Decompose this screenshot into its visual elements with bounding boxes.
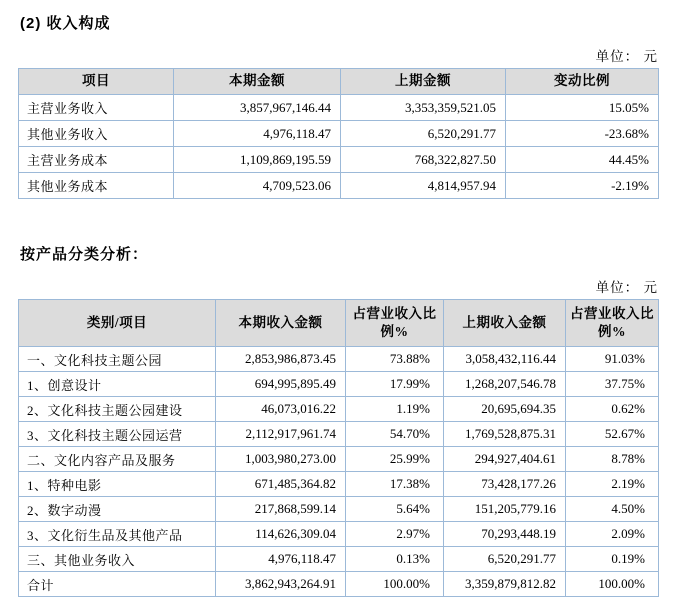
table-cell: 1、特种电影 <box>19 472 216 497</box>
table-header-row <box>19 300 659 347</box>
table-cell: 3,857,967,146.44 <box>174 95 341 121</box>
table-cell: 1,003,980,273.00 <box>216 447 346 472</box>
table-cell: 其他业务成本 <box>19 173 174 199</box>
table-row <box>19 497 659 522</box>
column-header: 上期收入金额 <box>444 300 566 347</box>
column-header: 变动比例 <box>506 69 659 95</box>
table-cell: 3,353,359,521.05 <box>341 95 506 121</box>
table-cell: 1、创意设计 <box>19 372 216 397</box>
column-header: 上期金额 <box>341 69 506 95</box>
table-cell: 2、文化科技主题公园建设 <box>19 397 216 422</box>
table-cell: 4,976,118.47 <box>174 121 341 147</box>
table-cell: 三、其他业务收入 <box>19 547 216 572</box>
table-cell: 合计 <box>19 572 216 597</box>
table-cell: 100.00% <box>346 572 444 597</box>
unit-label: 单位： 元 <box>595 280 658 295</box>
table-cell: 46,073,016.22 <box>216 397 346 422</box>
table-cell: 52.67% <box>566 422 659 447</box>
table-cell: 8.78% <box>566 447 659 472</box>
table-row <box>19 173 659 199</box>
table-cell: 其他业务收入 <box>19 121 174 147</box>
product-category-table <box>18 299 659 597</box>
table-row <box>19 372 659 397</box>
column-header: 类别/项目 <box>19 300 216 347</box>
table-cell: -2.19% <box>506 173 659 199</box>
table-row <box>19 147 659 173</box>
table-row <box>19 422 659 447</box>
table-cell: 主营业务收入 <box>19 95 174 121</box>
table-cell: 671,485,364.82 <box>216 472 346 497</box>
table-header-row <box>19 69 659 95</box>
table-cell: 0.19% <box>566 547 659 572</box>
table-cell: 1,769,528,875.31 <box>444 422 566 447</box>
table-cell: 3,359,879,812.82 <box>444 572 566 597</box>
table-cell: 4,814,957.94 <box>341 173 506 199</box>
table-cell: 20,695,694.35 <box>444 397 566 422</box>
column-header: 占营业收入比例% <box>346 300 444 347</box>
table-row <box>19 397 659 422</box>
table-row <box>19 347 659 372</box>
column-header: 占营业收入比例% <box>566 300 659 347</box>
table-cell: 70,293,448.19 <box>444 522 566 547</box>
table-cell: 3,058,432,116.44 <box>444 347 566 372</box>
table-row <box>19 572 659 597</box>
table-cell: 3,862,943,264.91 <box>216 572 346 597</box>
table-cell: 91.03% <box>566 347 659 372</box>
table-cell: 2、数字动漫 <box>19 497 216 522</box>
table-cell: 2,112,917,961.74 <box>216 422 346 447</box>
table-cell: 25.99% <box>346 447 444 472</box>
table-cell: 768,322,827.50 <box>341 147 506 173</box>
table-cell: 3、文化衍生品及其他产品 <box>19 522 216 547</box>
table-cell: 2.97% <box>346 522 444 547</box>
table-cell: 4.50% <box>566 497 659 522</box>
table-cell: 一、文化科技主题公园 <box>19 347 216 372</box>
table-cell: 73.88% <box>346 347 444 372</box>
table-row <box>19 472 659 497</box>
table-cell: 44.45% <box>506 147 659 173</box>
table-row <box>19 95 659 121</box>
table-cell: 4,709,523.06 <box>174 173 341 199</box>
table-cell: 17.99% <box>346 372 444 397</box>
table-cell: 15.05% <box>506 95 659 121</box>
table-cell: 2,853,986,873.45 <box>216 347 346 372</box>
column-header: 本期金额 <box>174 69 341 95</box>
table-cell: 5.64% <box>346 497 444 522</box>
table-cell: 217,868,599.14 <box>216 497 346 522</box>
table-cell: 4,976,118.47 <box>216 547 346 572</box>
table-cell: 0.13% <box>346 547 444 572</box>
table-cell: 二、文化内容产品及服务 <box>19 447 216 472</box>
table-cell: 主营业务成本 <box>19 147 174 173</box>
revenue-composition-table <box>18 68 659 199</box>
table-cell: 2.19% <box>566 472 659 497</box>
table-row <box>19 547 659 572</box>
table-cell: 151,205,779.16 <box>444 497 566 522</box>
table-body <box>19 95 659 199</box>
table-cell: 114,626,309.04 <box>216 522 346 547</box>
table-body <box>19 347 659 597</box>
table-row <box>19 522 659 547</box>
table-cell: 2.09% <box>566 522 659 547</box>
unit-label: 单位： 元 <box>595 49 658 64</box>
table-cell: 3、文化科技主题公园运营 <box>19 422 216 447</box>
table-cell: 6,520,291.77 <box>341 121 506 147</box>
table-cell: 1.19% <box>346 397 444 422</box>
table-cell: 54.70% <box>346 422 444 447</box>
table-cell: 6,520,291.77 <box>444 547 566 572</box>
table-cell: 694,995,895.49 <box>216 372 346 397</box>
table-row <box>19 300 659 347</box>
table-cell: 73,428,177.26 <box>444 472 566 497</box>
table-cell: 1,268,207,546.78 <box>444 372 566 397</box>
page-title: (2) 收入构成 <box>20 15 111 32</box>
table-row <box>19 69 659 95</box>
table-cell: 37.75% <box>566 372 659 397</box>
table-cell: 1,109,869,195.59 <box>174 147 341 173</box>
table-cell: -23.68% <box>506 121 659 147</box>
table-cell: 17.38% <box>346 472 444 497</box>
table-cell: 294,927,404.61 <box>444 447 566 472</box>
table-row <box>19 447 659 472</box>
table-cell: 0.62% <box>566 397 659 422</box>
column-header: 本期收入金额 <box>216 300 346 347</box>
table-cell: 100.00% <box>566 572 659 597</box>
section-title-product-analysis: 按产品分类分析： <box>20 246 149 263</box>
column-header: 项目 <box>19 69 174 95</box>
table-row <box>19 121 659 147</box>
